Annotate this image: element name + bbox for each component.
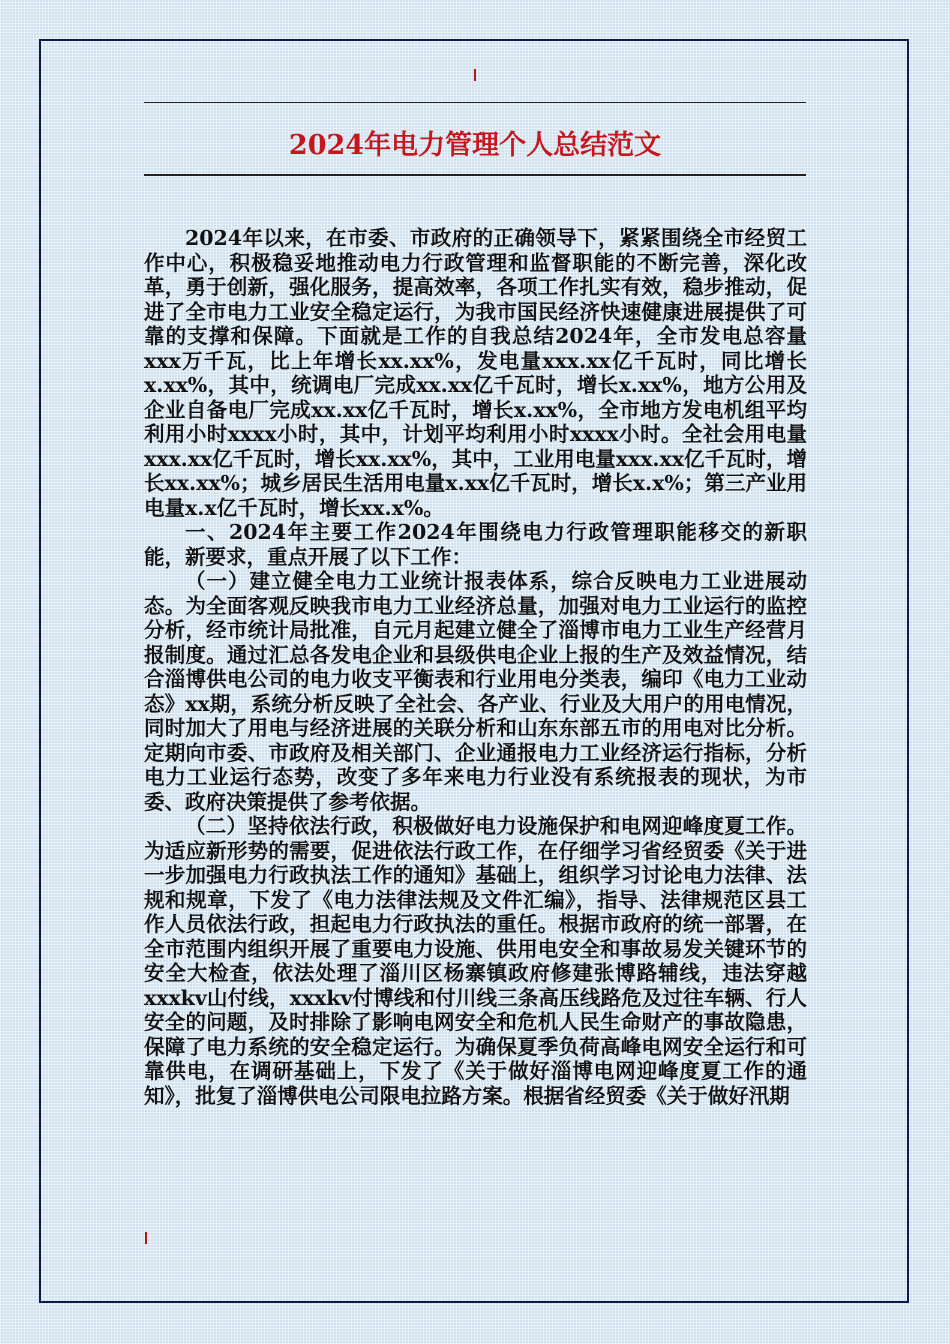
paragraph-item-1: （一）建立健全电力工业统计报表体系，综合反映电力工业进展动态。为全面客观反映我市电力工业经济总量，加强对电力工业运行的监控分析，经市统计局批准，自元月起建立健全了淄博市电力工业生产经营月报制度。通过汇总各发电企业和县级供电企业上报的生产及效益情况，结合淄博供电公司的电力收支平衡表和行业用电分类表，编印《电力工业动态》xx期，系统分析反映了全社会、各产业、行业及大用户的用电情况，同时加大了用电与经济进展的关联分析和山东东部五市的用电对比分析。定期向市委、市政府及相关部门、企业通报电力工业经济运行指标，分析电力工业运行态势，改变了多年来电力行业没有系统报表的现状，为市委、政府决策提供了参考依据。 [144,569,807,814]
paragraph-item-2: （二）坚持依法行政，积极做好电力设施保护和电网迎峰度夏工作。为适应新形势的需要，促进依法行政工作，在仔细学习省经贸委《关于进一步加强电力行政执法工作的通知》基础上，组织学习讨论电力法律、法规和规章，下发了《电力法律法规及文件汇编》，指导、法律规范区县工作人员依法行政，担起电力行政执法的重任。根据市政府的统一部署，在全市范围内组织开展了重要电力设施、供用电安全和事故易发关键环节的安全大检查，依法处理了淄川区杨寨镇政府修建张博路辅线，违法穿越xxxkv山付线，xxxkv付博线和付川线三条高压线路危及过往车辆、行人安全的问题，及时排除了影响电网安全和危机人民生命财产的事故隐患，保障了电力系统的安全稳定运行。为确保夏季负荷高峰电网安全运行和可靠供电，在调研基础上，下发了《关于做好淄博电网迎峰度夏工作的通知》，批复了淄博供电公司限电拉路方案。根据省经贸委《关于做好汛期 [144,814,807,1108]
page-title: 2024年电力管理个人总结范文 [288,130,662,161]
title-rule [144,174,806,176]
footer-marker [145,1232,147,1244]
document-body [144,226,807,1108]
paragraph-intro: 2024年以来，在市委、市政府的正确领导下，紧紧围绕全市经贸工作中心，积极稳妥地推动电力行政管理和监督职能的不断完善，深化改革，勇于创新，强化服务，提高效率，各项工作扎实有效，稳步推动，促进了全市电力工业安全稳定运行，为我市国民经济快速健康进展提供了可靠的支撑和保障。下面就是工作的自我总结2024年，全市发电总容量xxx万千瓦，比上年增长xx.xx%，发电量xxx.xx亿千瓦时，同比增长x.xx%，其中，统调电厂完成xx.xx亿千瓦时，增长x.xx%，地方公用及企业自备电厂完成xx.xx亿千瓦时，增长x.xx%，全市地方发电机组平均利用小时xxxx小时，其中，计划平均利用小时xxxx小时。全社会用电量xxx.xx亿千瓦时，增长xx.xx%，其中，工业用电量xxx.xx亿千瓦时，增长xx.xx%；城乡居民生活用电量x.xx亿千瓦时，增长x.x%；第三产业用电量x.x亿千瓦时，增长xx.x%。 [144,226,807,520]
header-marker [474,69,476,81]
paragraph-section-1: 一、2024年主要工作2024年围绕电力行政管理职能移交的新职能，新要求，重点开展了以下工作： [144,520,807,569]
header-rule [144,102,806,103]
